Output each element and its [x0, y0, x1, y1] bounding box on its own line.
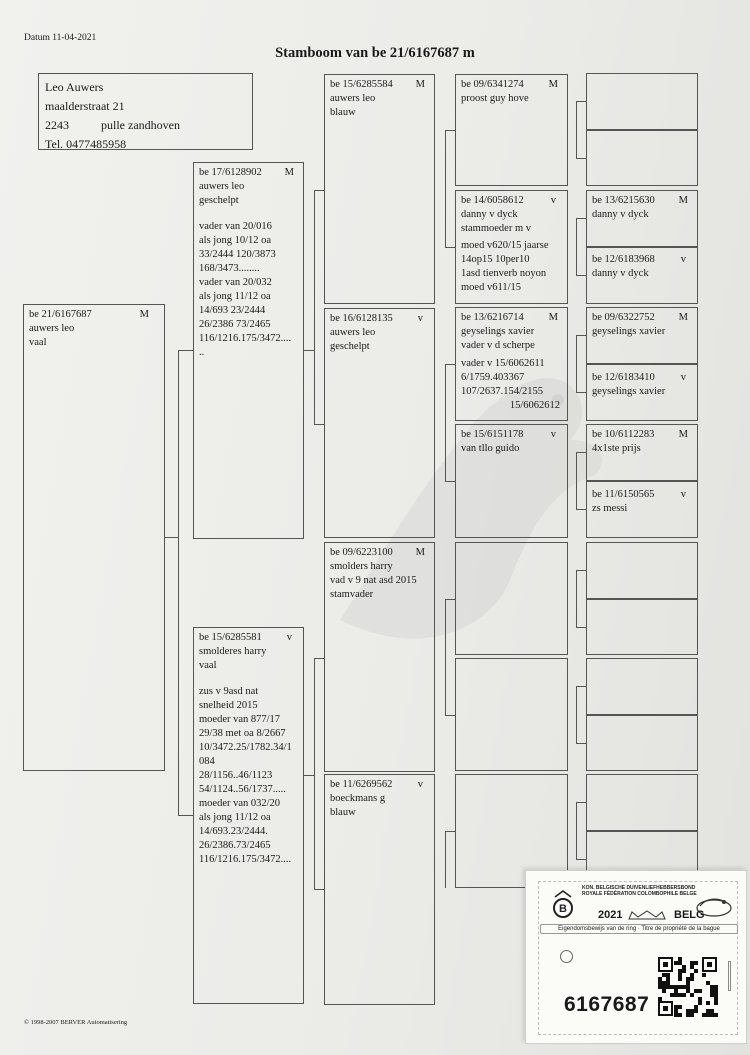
qr-module [694, 969, 698, 973]
qr-module [674, 1005, 678, 1009]
pedigree-connector [165, 537, 178, 538]
qr-module [678, 957, 682, 961]
qr-module [714, 993, 718, 997]
pigeon-line: geyselings xavier [592, 326, 666, 337]
pedigree-connector [576, 686, 577, 743]
sex-marker: M [678, 429, 688, 440]
sex-marker: M [678, 195, 688, 206]
note-line: 168/3473........ [199, 263, 260, 274]
pigeon-box-fmfm [586, 364, 698, 421]
pigeon-line: geyselings xavier [592, 386, 666, 397]
qr-module [698, 1001, 702, 1005]
sex-marker: M [284, 167, 294, 178]
pigeon-line: blauw [330, 807, 356, 818]
pedigree-connector [314, 190, 324, 191]
pigeon-line: auwers leo [330, 327, 376, 338]
note-line: 1asd tienverb noyon [461, 268, 547, 279]
qr-finder-center [663, 962, 668, 967]
qr-module [710, 1009, 714, 1013]
pigeon-box-empty [455, 658, 568, 771]
pedigree-connector [178, 350, 179, 815]
pigeon-line: auwers leo [29, 323, 75, 334]
pigeon-box-fmf [455, 307, 568, 421]
qr-module [714, 1001, 718, 1005]
pigeon-line: auwers leo [199, 181, 245, 192]
pigeon-line: proost guy hove [461, 93, 529, 104]
pigeon-box-empty [586, 542, 698, 599]
pigeon-box-fmmf [586, 424, 698, 481]
pedigree-connector [304, 775, 314, 776]
qr-module [702, 973, 706, 977]
note-line: 6/1759.403367 [461, 372, 525, 383]
pedigree-connector [576, 802, 586, 803]
card-slot-mark [728, 961, 731, 991]
pigeon-box-mf [324, 542, 435, 772]
note-line: moeder van 877/17 [199, 714, 281, 725]
pedigree-connector [576, 335, 586, 336]
pedigree-connector [304, 350, 314, 351]
pigeon-line: boeckmans g [330, 793, 386, 804]
pigeon-federation-logo-icon [550, 889, 576, 921]
qr-module [662, 985, 666, 989]
note-line: 084 [199, 756, 215, 767]
qr-module [678, 985, 682, 989]
note-line: 26/2386 73/2465 [199, 319, 271, 330]
qr-module [690, 961, 694, 965]
ring-country: BELG [674, 909, 705, 921]
qr-module [662, 981, 666, 985]
pedigree-connector [576, 452, 577, 509]
note-line: zus v 9asd nat [199, 686, 259, 697]
qr-module [710, 989, 714, 993]
pedigree-connector [178, 350, 193, 351]
qr-module [666, 985, 670, 989]
qr-module [678, 1013, 682, 1017]
qr-finder-center [663, 1006, 668, 1011]
pigeon-box-empty [455, 542, 568, 655]
pedigree-connector [576, 686, 586, 687]
ring-number: be 09/6223100 [330, 547, 393, 558]
pedigree-connector [576, 452, 586, 453]
note-line: 14/693 23/2444 [199, 305, 266, 316]
pigeon-box-father [193, 162, 304, 539]
qr-module [694, 989, 698, 993]
qr-module [674, 985, 678, 989]
qr-module [666, 977, 670, 981]
pigeon-box-ffmm [586, 247, 698, 304]
qr-module [674, 961, 678, 965]
qr-module [670, 993, 674, 997]
pedigree-connector [445, 481, 455, 482]
pigeon-line: stammoeder m v [461, 223, 531, 234]
pedigree-connector [576, 158, 586, 159]
pedigree-connector [445, 130, 446, 247]
pedigree-connector [178, 815, 193, 816]
pigeon-box-mm [324, 774, 435, 1005]
pedigree-connector [576, 218, 577, 275]
pigeon-line: geschelpt [330, 341, 370, 352]
sex-marker: v [417, 779, 423, 790]
pedigree-connector [445, 831, 455, 832]
note-line: moeder van 032/20 [199, 798, 281, 809]
note-line: vader van 20/032 [199, 277, 272, 288]
note-line: als jong 10/12 oa [199, 235, 272, 246]
pigeon-line: auwers leo [330, 93, 376, 104]
ring-year: 2021 [598, 909, 623, 921]
qr-module [710, 993, 714, 997]
pedigree-connector [445, 599, 446, 715]
qr-module [706, 1009, 710, 1013]
pigeon-line: vad v 9 nat asd 2015 [330, 575, 417, 586]
qr-module [690, 965, 694, 969]
pigeon-box-fmm [455, 424, 568, 538]
qr-module [694, 1005, 698, 1009]
pigeon-line: zs messi [592, 503, 628, 514]
qr-module [682, 965, 686, 969]
qr-module [674, 1013, 678, 1017]
ring-number: be 15/6285584 [330, 79, 393, 90]
pedigree-connector [576, 218, 586, 219]
ring-number: be 11/6150565 [592, 489, 655, 500]
qr-code-icon [658, 957, 718, 1017]
qr-module [666, 981, 670, 985]
owner-city: pulle zandhoven [101, 118, 180, 132]
sex-marker: v [680, 489, 686, 500]
qr-module [658, 997, 662, 1001]
pedigree-connector [445, 364, 455, 365]
qr-module [714, 1013, 718, 1017]
pigeon-line: van tllo guido [461, 443, 520, 454]
ring-number: be 09/6341274 [461, 79, 524, 90]
crown-icon [626, 909, 668, 921]
note-line: 26/2386.73/2465 [199, 840, 271, 851]
qr-module [686, 977, 690, 981]
note-line: snelheid 2015 [199, 700, 258, 711]
pedigree-connector [576, 570, 586, 571]
note-line: 116/1216.175/3472.... [199, 854, 292, 865]
qr-module [714, 997, 718, 1001]
pigeon-line: smolders harry [330, 561, 393, 572]
pedigree-connector [314, 658, 324, 659]
qr-module [686, 989, 690, 993]
note-line: 14/693.23/2444. [199, 826, 268, 837]
pedigree-connector [576, 802, 577, 859]
date-label: Datum 11-04-2021 [24, 33, 97, 43]
pigeon-box-empty [586, 715, 698, 771]
pigeon-box-empty [586, 774, 698, 831]
pigeon-line: danny v dyck [592, 268, 649, 279]
pigeon-box-empty [586, 130, 698, 186]
federation-name-fr: ROYALE FÉDÉRATION COLOMBOPHILE BELGE [582, 891, 697, 897]
ring-number: be 17/6128902 [199, 167, 262, 178]
pigeon-box-empty [586, 73, 698, 130]
sex-marker: v [550, 429, 556, 440]
qr-module [674, 993, 678, 997]
qr-module [710, 1013, 714, 1017]
qr-module [690, 993, 694, 997]
pigeon-box-empty [586, 658, 698, 715]
qr-module [678, 993, 682, 997]
pigeon-line: geyselings xavier [461, 326, 535, 337]
pedigree-connector [445, 364, 446, 481]
qr-module [706, 981, 710, 985]
pedigree-connector [576, 275, 586, 276]
pigeon-line: vaal [29, 337, 47, 348]
pigeon-box-fff [455, 74, 568, 186]
sex-marker: v [680, 372, 686, 383]
pigeon-box-subject [23, 304, 165, 771]
note-line: 116/1216.175/3472.... [199, 333, 292, 344]
owner-street: maalderstraat 21 [45, 99, 125, 113]
sex-marker: M [139, 309, 149, 320]
ring-number: be 11/6269562 [330, 779, 393, 790]
note-line: 54/1124..56/1737..... [199, 784, 286, 795]
note-line: 33/2444 120/3873 [199, 249, 276, 260]
pedigree-connector [314, 658, 315, 889]
pigeon-box-ff [324, 74, 435, 304]
pedigree-connector [314, 889, 324, 890]
pedigree-connector [576, 743, 586, 744]
sex-marker: M [415, 547, 425, 558]
ring-number: be 16/6128135 [330, 313, 393, 324]
federation-name-nl: KON. BELGISCHE DUIVENLIEFHEBBERSBOND [582, 885, 696, 891]
note-line: vader van 20/016 [199, 221, 272, 232]
note-line: vader v 15/6062611 [461, 358, 545, 369]
pigeon-box-fmff [586, 307, 698, 364]
qr-module [686, 1013, 690, 1017]
pedigree-connector [576, 392, 586, 393]
pigeon-box-empty [586, 599, 698, 655]
pigeon-line: geschelpt [199, 195, 239, 206]
pigeon-line: vaal [199, 660, 217, 671]
sex-marker: M [678, 312, 688, 323]
qr-module [662, 973, 666, 977]
qr-module [714, 989, 718, 993]
sex-marker: v [680, 254, 686, 265]
pigeon-line: danny v dyck [592, 209, 649, 220]
sex-marker: M [415, 79, 425, 90]
note-line: 29/38 met oa 8/2667 [199, 728, 286, 739]
sex-marker: M [548, 312, 558, 323]
qr-module [658, 977, 662, 981]
qr-module [686, 985, 690, 989]
sex-marker: v [550, 195, 556, 206]
pedigree-connector [576, 859, 586, 860]
qr-module [674, 989, 678, 993]
ring-ownership-card [525, 870, 747, 1044]
qr-module [702, 1013, 706, 1017]
pedigree-connector [314, 190, 315, 424]
qr-module [706, 1013, 710, 1017]
pigeon-line: stamvader [330, 589, 374, 600]
pigeon-line: 4x1ste prijs [592, 443, 641, 454]
pigeon-box-fm [324, 308, 435, 538]
ring-number: be 15/6151178 [461, 429, 524, 440]
owner-phone: Tel. 0477485958 [45, 137, 127, 151]
note-line: 15/6062612 [509, 400, 560, 411]
qr-module [686, 1009, 690, 1013]
qr-module [670, 985, 674, 989]
qr-module [682, 985, 686, 989]
pedigree-connector [445, 831, 446, 888]
sex-marker: v [417, 313, 423, 324]
qr-module [714, 985, 718, 989]
pigeon-box-ffm [455, 190, 568, 304]
qr-module [678, 961, 682, 965]
note-line: 107/2637.154/2155 [461, 386, 543, 397]
note-line: moed v620/15 jaarse [461, 240, 549, 251]
pedigree-connector [576, 509, 586, 510]
note-line: moed v611/15 [461, 282, 521, 293]
ownership-label: Eigendomsbewijs van de ring · Titre de propriété de la bague [540, 924, 738, 934]
ring-number-large: 6167687 [564, 993, 650, 1016]
pedigree-connector [445, 599, 455, 600]
qr-module [678, 969, 682, 973]
pigeon-line: danny v dyck [461, 209, 518, 220]
note-line: 14op15 10per10 [461, 254, 530, 265]
sex-marker: M [548, 79, 558, 90]
ring-number: be 21/6167687 [29, 309, 92, 320]
pigeon-box-ffmf [586, 190, 698, 247]
pedigree-connector [576, 570, 577, 627]
pigeon-line: smolderes harry [199, 646, 267, 657]
qr-module [678, 977, 682, 981]
owner-address-box [38, 73, 253, 150]
qr-module [690, 1013, 694, 1017]
ring-number: be 13/6216714 [461, 312, 524, 323]
pedigree-connector [314, 424, 324, 425]
qr-module [690, 973, 694, 977]
qr-module [698, 997, 702, 1001]
pedigree-connector [445, 247, 455, 248]
ring-number: be 12/6183968 [592, 254, 655, 265]
pigeon-line: vader v d scherpe [461, 340, 535, 351]
qr-module [682, 993, 686, 997]
qr-module [674, 1009, 678, 1013]
note-line: 28/1156..46/1123 [199, 770, 273, 781]
pigeon-box-fmmm [586, 481, 698, 538]
qr-module [658, 985, 662, 989]
qr-module [694, 961, 698, 965]
qr-module [690, 977, 694, 981]
qr-finder-center [707, 962, 712, 967]
qr-module [698, 989, 702, 993]
copyright-text: © 1998-2007 BERVER Automatisering [24, 1019, 128, 1026]
qr-module [694, 1009, 698, 1013]
pedigree-connector [576, 627, 586, 628]
circle-mark-icon [560, 950, 573, 963]
note-line: .. [199, 347, 205, 358]
page-title: Stamboom van be 21/6167687 m [275, 45, 475, 61]
logo-letter: B [559, 903, 567, 915]
qr-module [666, 973, 670, 977]
note-line: 10/3472.25/1782.34/1 [199, 742, 292, 753]
owner-postcode: 2243 [45, 118, 69, 132]
qr-module [710, 985, 714, 989]
ring-number: be 14/6058612 [461, 195, 524, 206]
ring-number: be 12/6183410 [592, 372, 655, 383]
note-line: als jong 11/12 oa [199, 291, 271, 302]
pedigree-connector [445, 130, 455, 131]
ring-number: be 09/6322752 [592, 312, 655, 323]
qr-module [706, 1001, 710, 1005]
ring-number: be 13/6215630 [592, 195, 655, 206]
ring-number: be 10/6112283 [592, 429, 655, 440]
qr-module [662, 989, 666, 993]
note-line: als jong 11/12 oa [199, 812, 271, 823]
pedigree-connector [576, 335, 577, 392]
ring-number: be 15/6285581 [199, 632, 262, 643]
qr-module [658, 981, 662, 985]
sex-marker: v [286, 632, 292, 643]
pigeon-line: blauw [330, 107, 356, 118]
pedigree-connector [445, 715, 455, 716]
qr-module [686, 981, 690, 985]
pigeon-box-mother [193, 627, 304, 1004]
qr-module [678, 1005, 682, 1009]
pedigree-connector [576, 101, 577, 158]
qr-module [682, 969, 686, 973]
pedigree-connector [576, 101, 586, 102]
qr-module [690, 1009, 694, 1013]
owner-name: Leo Auwers [45, 80, 104, 94]
qr-module [678, 973, 682, 977]
